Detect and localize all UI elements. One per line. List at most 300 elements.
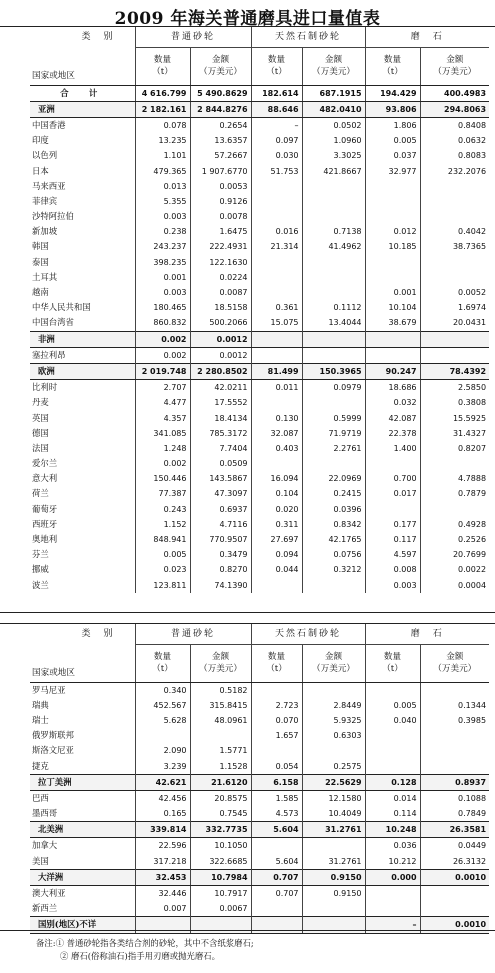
table-row: [30, 728, 489, 743]
cell-value: 243.237: [135, 239, 190, 254]
header-amt-label: 金额: [446, 652, 464, 663]
cell-value: 20.8575: [190, 790, 251, 806]
cell-value: [420, 728, 489, 743]
cell-value: 0.403: [251, 441, 302, 456]
cell-value: 0.4928: [420, 517, 489, 532]
cell-value: [365, 502, 420, 517]
cell-value: [420, 502, 489, 517]
row-name: 北美洲: [30, 822, 135, 838]
header-qty: [135, 645, 190, 683]
cell-value: 4.597: [365, 547, 420, 562]
cell-value: 7.7404: [190, 441, 251, 456]
cell-value: 26.3581: [420, 822, 489, 838]
cell-value: 38.7365: [420, 239, 489, 254]
table-row: [30, 441, 489, 456]
header-amt-label: 金额: [211, 55, 230, 66]
cell-value: 3.3025: [302, 148, 365, 163]
row-name: 荷兰: [32, 488, 49, 499]
header-group-3: 磨 石: [365, 27, 489, 48]
cell-value: 12.1580: [302, 790, 365, 806]
cell-value: 90.247: [365, 363, 420, 379]
row-name: 意大利: [32, 473, 58, 484]
cell-value: 0.040: [365, 713, 420, 728]
cell-value: 1.0960: [302, 133, 365, 148]
region-row: [30, 363, 489, 379]
cell-value: 0.032: [365, 395, 420, 410]
cell-value: 150.446: [135, 471, 190, 486]
cell-value: 47.3097: [190, 486, 251, 501]
header-qty: [135, 48, 190, 86]
notes: [36, 937, 254, 963]
table-row: [30, 410, 489, 425]
header-group-1: 普通砂轮: [135, 624, 251, 645]
header-corner-region: 国家或地区: [30, 645, 135, 683]
cell-value: 0.0004: [420, 578, 489, 593]
table-row: [30, 578, 489, 593]
cell-value: 22.0969: [302, 471, 365, 486]
cell-value: 2.2761: [302, 441, 365, 456]
row-name: 日本: [32, 165, 49, 176]
cell-value: 42.621: [135, 774, 190, 790]
cell-value: 1.585: [251, 790, 302, 806]
cell-value: [365, 758, 420, 774]
table-row: [30, 854, 489, 870]
cell-value: 0.177: [365, 517, 420, 532]
cell-value: 4.477: [135, 395, 190, 410]
cell-value: [302, 331, 365, 347]
cell-value: 0.238: [135, 224, 190, 239]
cell-value: 0.0087: [190, 285, 251, 300]
cell-value: 0.7879: [420, 486, 489, 501]
table-row: [30, 456, 489, 471]
cell-value: 0.020: [251, 502, 302, 517]
cell-value: 341.085: [135, 426, 190, 441]
row-name: 合 计: [30, 85, 135, 101]
cell-value: 42.0211: [190, 380, 251, 396]
cell-value: 3.239: [135, 758, 190, 774]
header-amt-label: 金额: [446, 55, 464, 66]
cell-value: 41.4962: [302, 239, 365, 254]
header-amt-label: 金额: [324, 55, 343, 66]
cell-value: 2 182.161: [135, 101, 190, 117]
header-qty-label: 数量: [153, 55, 172, 66]
page-title: 2009 年海关普通磨具进口量值表: [114, 9, 381, 29]
cell-value: 5.9325: [302, 713, 365, 728]
cell-value: 10.7984: [190, 869, 251, 885]
header-qty-unit: （t）: [152, 664, 173, 675]
cell-value: 0.0756: [302, 547, 365, 562]
cell-value: [420, 758, 489, 774]
cell-value: 32.087: [251, 426, 302, 441]
cell-value: 0.007: [135, 901, 190, 917]
cell-value: 0.7545: [190, 806, 251, 822]
cell-value: [251, 331, 302, 347]
cell-value: [251, 347, 302, 363]
cell-value: 0.014: [365, 790, 420, 806]
cell-value: [251, 270, 302, 285]
header-row-measures: [30, 645, 489, 683]
header-row-measures: [30, 48, 489, 86]
cell-value: [420, 682, 489, 698]
table-row: [30, 743, 489, 758]
cell-value: 0.1112: [302, 300, 365, 315]
header-amt-unit: （万美元）: [433, 664, 477, 675]
cell-value: [302, 270, 365, 285]
cell-value: 0.165: [135, 806, 190, 822]
cell-value: 77.387: [135, 486, 190, 501]
cell-value: [420, 179, 489, 194]
cell-value: [190, 728, 251, 743]
cell-value: 0.0053: [190, 179, 251, 194]
cell-value: 0.5182: [190, 682, 251, 698]
cell-value: 0.114: [365, 806, 420, 822]
header-amt-unit: （万美元）: [199, 664, 242, 675]
row-name: 泰国: [32, 256, 49, 267]
cell-value: 0.117: [365, 532, 420, 547]
cell-value: 20.7699: [420, 547, 489, 562]
row-name: 越南: [32, 287, 49, 298]
cell-value: 15.5925: [420, 410, 489, 425]
table-row: [30, 758, 489, 774]
cell-value: [251, 456, 302, 471]
cell-value: 71.9719: [302, 426, 365, 441]
cell-value: 0.1088: [420, 790, 489, 806]
table-row: [30, 224, 489, 239]
cell-value: 0.036: [365, 838, 420, 854]
header-qty-label: 数量: [383, 55, 402, 66]
header-qty: [251, 48, 302, 86]
header-qty: [251, 645, 302, 683]
cell-value: 0.005: [135, 547, 190, 562]
table-row: [30, 285, 489, 300]
cell-value: 1.400: [365, 441, 420, 456]
cell-value: 42.087: [365, 410, 420, 425]
cell-value: 0.094: [251, 547, 302, 562]
cell-value: 93.806: [365, 101, 420, 117]
table-row: [30, 486, 489, 501]
header-amt: [420, 48, 489, 86]
cell-value: [251, 395, 302, 410]
cell-value: [302, 194, 365, 209]
cell-value: 0.0052: [420, 285, 489, 300]
cell-value: 452.567: [135, 698, 190, 713]
cell-value: [420, 743, 489, 758]
cell-value: 31.2761: [302, 854, 365, 870]
table2-bottom-rule: [0, 930, 495, 931]
row-name: 加拿大: [32, 840, 58, 851]
header-qty-label: 数量: [153, 652, 172, 663]
header-qty-unit: （t）: [152, 67, 173, 78]
cell-value: [251, 838, 302, 854]
cell-value: 0.0078: [190, 209, 251, 224]
cell-value: 0.0012: [190, 331, 251, 347]
cell-value: 0.8408: [420, 117, 489, 133]
cell-value: 0.130: [251, 410, 302, 425]
cell-value: 482.0410: [302, 101, 365, 117]
cell-value: 0.0010: [420, 917, 489, 933]
cell-value: 2.8449: [302, 698, 365, 713]
cell-value: [251, 578, 302, 593]
cell-value: 0.243: [135, 502, 190, 517]
row-name: 爱尔兰: [32, 458, 58, 469]
cell-value: 0.016: [251, 224, 302, 239]
cell-value: 13.4044: [302, 315, 365, 331]
cell-value: 0.7138: [302, 224, 365, 239]
table-row: [30, 806, 489, 822]
cell-value: 0.001: [365, 285, 420, 300]
cell-value: 88.646: [251, 101, 302, 117]
cell-value: 123.811: [135, 578, 190, 593]
cell-value: 0.003: [135, 209, 190, 224]
cell-value: 27.697: [251, 532, 302, 547]
cell-value: 0.8207: [420, 441, 489, 456]
cell-value: 0.700: [365, 471, 420, 486]
cell-value: 0.3808: [420, 395, 489, 410]
cell-value: –: [251, 117, 302, 133]
region-row: [30, 774, 489, 790]
table-row: [30, 239, 489, 254]
header-qty-label: 数量: [267, 652, 286, 663]
row-name: 土耳其: [32, 271, 58, 282]
cell-value: [365, 179, 420, 194]
cell-value: [302, 347, 365, 363]
cell-value: 4.573: [251, 806, 302, 822]
cell-value: [302, 456, 365, 471]
cell-value: 5.604: [251, 822, 302, 838]
cell-value: 848.941: [135, 532, 190, 547]
cell-value: 0.005: [365, 698, 420, 713]
row-name: 中国香港: [32, 119, 66, 130]
header-corner-region: 国家或地区: [30, 48, 135, 86]
cell-value: 1.5771: [190, 743, 251, 758]
table-row: [30, 502, 489, 517]
cell-value: 0.311: [251, 517, 302, 532]
region-row: [30, 331, 489, 347]
import-table-part1: [30, 27, 489, 593]
table-row: [30, 426, 489, 441]
row-name: 非洲: [30, 331, 135, 347]
cell-value: 0.0022: [420, 562, 489, 577]
row-name: 斯洛文尼亚: [32, 745, 74, 756]
cell-value: [365, 194, 420, 209]
row-name: 西班牙: [32, 518, 58, 529]
cell-value: 0.0509: [190, 456, 251, 471]
row-name: 罗马尼亚: [32, 684, 66, 695]
row-name: 新西兰: [32, 903, 58, 914]
header-row-groups: [30, 27, 489, 48]
header-qty-unit: （t）: [382, 664, 403, 675]
cell-value: 15.075: [251, 315, 302, 331]
row-name: 瑞士: [32, 714, 49, 725]
cell-value: 5.628: [135, 713, 190, 728]
cell-value: 122.1630: [190, 255, 251, 270]
cell-value: 1.6974: [420, 300, 489, 315]
table-row: [30, 471, 489, 486]
row-name: 芬兰: [32, 549, 49, 560]
cell-value: [135, 728, 190, 743]
row-name: 英国: [32, 412, 49, 423]
cell-value: 1.1528: [190, 758, 251, 774]
row-name: 中华人民共和国: [32, 302, 91, 313]
cell-value: 0.8937: [420, 774, 489, 790]
cell-value: [420, 209, 489, 224]
cell-value: 0.0012: [190, 347, 251, 363]
row-name: 国别(地区)不详: [30, 917, 135, 933]
header-amt-unit: （万美元）: [312, 664, 356, 675]
cell-value: [251, 743, 302, 758]
cell-value: 0.013: [135, 179, 190, 194]
header-row-groups: [30, 624, 489, 645]
cell-value: 0.0396: [302, 502, 365, 517]
cell-value: 0.0010: [420, 869, 489, 885]
cell-value: 5 490.8629: [190, 85, 251, 101]
table-row: [30, 133, 489, 148]
cell-value: 57.2667: [190, 148, 251, 163]
cell-value: 0.003: [135, 285, 190, 300]
header-group-2: 天然石制砂轮: [251, 27, 365, 48]
header-amt: [420, 645, 489, 683]
cell-value: [251, 682, 302, 698]
cell-value: [365, 331, 420, 347]
cell-value: 0.4042: [420, 224, 489, 239]
table-row: [30, 532, 489, 547]
cell-value: 0.0224: [190, 270, 251, 285]
table-row: [30, 790, 489, 806]
cell-value: 0.0067: [190, 901, 251, 917]
cell-value: 22.596: [135, 838, 190, 854]
cell-value: 770.9507: [190, 532, 251, 547]
cell-value: [365, 901, 420, 917]
row-name: 法国: [32, 442, 49, 453]
cell-value: 21.314: [251, 239, 302, 254]
header-amt-unit: （万美元）: [199, 67, 242, 78]
row-name: 波兰: [32, 579, 49, 590]
cell-value: [302, 255, 365, 270]
header-corner-category: 类 别: [81, 31, 115, 42]
cell-value: [420, 901, 489, 917]
cell-value: 0.054: [251, 758, 302, 774]
cell-value: [420, 456, 489, 471]
header-qty-unit: （t）: [266, 664, 287, 675]
header-corner-category: 类 别: [81, 628, 115, 639]
row-name: 巴西: [32, 792, 49, 803]
cell-value: 421.8667: [302, 163, 365, 178]
cell-value: 1.152: [135, 517, 190, 532]
cell-value: 500.2066: [190, 315, 251, 331]
cell-value: [365, 456, 420, 471]
cell-value: 48.0961: [190, 713, 251, 728]
row-name: 丹麦: [32, 397, 49, 408]
cell-value: 0.011: [251, 380, 302, 396]
cell-value: 0.002: [135, 347, 190, 363]
region-row: [30, 822, 489, 838]
cell-value: 5.355: [135, 194, 190, 209]
cell-value: 13.235: [135, 133, 190, 148]
cell-value: 0.002: [135, 331, 190, 347]
cell-value: 31.4327: [420, 426, 489, 441]
table-row: [30, 547, 489, 562]
note-line-1: 备注:① 普通砂轮指各类结合剂的砂轮，其中不含纸浆磨石;: [36, 938, 254, 948]
cell-value: [365, 885, 420, 901]
cell-value: 222.4931: [190, 239, 251, 254]
cell-value: 2 844.8276: [190, 101, 251, 117]
cell-value: 1.101: [135, 148, 190, 163]
cell-value: 0.3479: [190, 547, 251, 562]
table-row: [30, 901, 489, 917]
cell-value: [420, 194, 489, 209]
cell-value: 0.012: [365, 224, 420, 239]
cell-value: 0.104: [251, 486, 302, 501]
cell-value: 0.6937: [190, 502, 251, 517]
cell-value: 0.128: [365, 774, 420, 790]
cell-value: 0.707: [251, 869, 302, 885]
cell-value: 0.8270: [190, 562, 251, 577]
cell-value: 4 616.799: [135, 85, 190, 101]
table-row: [30, 885, 489, 901]
cell-value: 18.5158: [190, 300, 251, 315]
cell-value: 10.7917: [190, 885, 251, 901]
cell-value: 0.037: [365, 148, 420, 163]
header-amt: [190, 645, 251, 683]
cell-value: 0.5999: [302, 410, 365, 425]
header-qty-unit: （t）: [266, 67, 287, 78]
row-name: 菲律宾: [32, 195, 58, 206]
table-row: [30, 682, 489, 698]
cell-value: 332.7735: [190, 822, 251, 838]
row-name: 葡萄牙: [32, 503, 58, 514]
cell-value: 1 907.6770: [190, 163, 251, 178]
cell-value: 0.078: [135, 117, 190, 133]
row-name: 以色列: [32, 150, 58, 161]
cell-value: 0.8342: [302, 517, 365, 532]
row-name: 塞拉利昂: [32, 349, 66, 360]
cell-value: 194.429: [365, 85, 420, 101]
cell-value: 0.0502: [302, 117, 365, 133]
cell-value: [302, 285, 365, 300]
cell-value: 294.8063: [420, 101, 489, 117]
cell-value: [251, 285, 302, 300]
cell-value: [302, 578, 365, 593]
row-name: 沙特阿拉伯: [32, 211, 74, 222]
cell-value: [302, 838, 365, 854]
table-row: [30, 117, 489, 133]
cell-value: [365, 728, 420, 743]
cell-value: 0.017: [365, 486, 420, 501]
table-row: [30, 838, 489, 854]
cell-value: 1.248: [135, 441, 190, 456]
header-amt-unit: （万美元）: [312, 67, 356, 78]
cell-value: [420, 347, 489, 363]
cell-value: [420, 270, 489, 285]
cell-value: 10.248: [365, 822, 420, 838]
row-name: 韩国: [32, 241, 49, 252]
cell-value: 10.104: [365, 300, 420, 315]
table-row: [30, 517, 489, 532]
cell-value: 4.7888: [420, 471, 489, 486]
cell-value: 32.977: [365, 163, 420, 178]
row-name: 大洋洲: [30, 869, 135, 885]
cell-value: [365, 347, 420, 363]
header-group-3: 磨 石: [365, 624, 489, 645]
cell-value: 0.000: [365, 869, 420, 885]
cell-value: 1.806: [365, 117, 420, 133]
cell-value: [251, 179, 302, 194]
cell-value: 6.158: [251, 774, 302, 790]
cell-value: 180.465: [135, 300, 190, 315]
cell-value: 317.218: [135, 854, 190, 870]
cell-value: 0.3212: [302, 562, 365, 577]
header-amt-label: 金额: [324, 652, 343, 663]
